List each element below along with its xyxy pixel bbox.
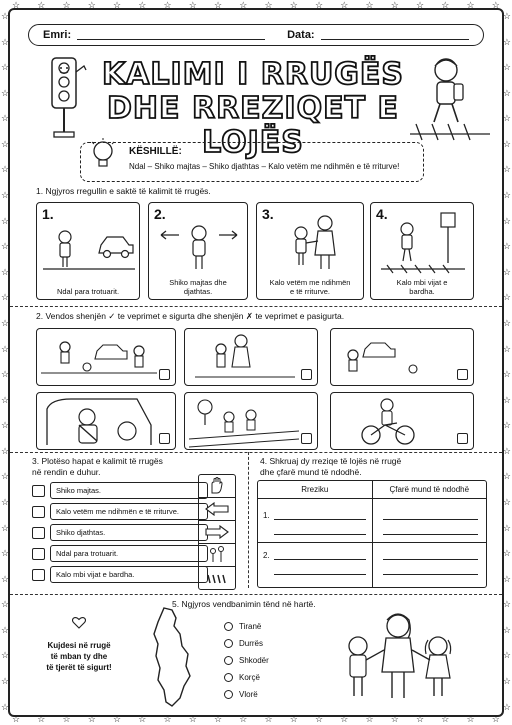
- q3-prompt: [32, 456, 163, 478]
- arrow-left-icon: [199, 498, 235, 521]
- consequence-cell[interactable]: [373, 543, 487, 587]
- q3-prompt-line-2: në rendin e duhur.: [32, 467, 101, 477]
- city-label: Vlorë: [239, 690, 258, 699]
- q1-prompt: 1. Ngjyros rregullin e saktë të kalimit të rrugës.: [36, 186, 211, 196]
- panel-caption: Kalo mbi vijat e bardha.: [396, 278, 448, 296]
- q3-icon-column: [198, 474, 236, 590]
- city-option-tirane[interactable]: [224, 622, 261, 631]
- order-box[interactable]: [32, 548, 45, 560]
- star-border-bottom: ☆ ☆ ☆ ☆ ☆ ☆ ☆ ☆ ☆ ☆ ☆ ☆ ☆ ☆ ☆ ☆ ☆ ☆ ☆ ☆: [12, 714, 500, 724]
- answer-checkbox[interactable]: [159, 369, 170, 380]
- q1-panel-4[interactable]: [370, 202, 474, 300]
- q5-prompt: 5. Ngjyros vendbanimin tënd në hartë.: [172, 599, 316, 609]
- order-box[interactable]: [32, 569, 45, 581]
- city-label: Shkodër: [239, 656, 269, 665]
- city-label: Korçë: [239, 673, 260, 682]
- panel-number: 2.: [154, 206, 166, 222]
- row-number: 2.: [263, 551, 270, 560]
- city-option-durres[interactable]: [224, 639, 263, 648]
- radio-circle[interactable]: [224, 622, 233, 631]
- radio-circle[interactable]: [224, 639, 233, 648]
- answer-checkbox[interactable]: [457, 433, 468, 444]
- stop-hand-icon: [199, 475, 235, 498]
- q2-scene-chasing-ball[interactable]: [330, 328, 474, 386]
- answer-checkbox[interactable]: [457, 369, 468, 380]
- tip-box: [80, 142, 424, 182]
- answer-checkbox[interactable]: [301, 433, 312, 444]
- traffic-light-illustration: [40, 54, 90, 140]
- column-divider: [248, 452, 249, 588]
- city-option-korce[interactable]: [224, 673, 260, 682]
- panel-number: 4.: [376, 206, 388, 222]
- child-looking-both-ways-illustration: [153, 215, 245, 273]
- albania-map-outline[interactable]: [146, 606, 194, 710]
- q2-scene-holding-hands[interactable]: [184, 328, 318, 386]
- date-field[interactable]: [321, 30, 469, 40]
- city-label: Durrës: [239, 639, 264, 648]
- panel-caption: Shiko majtas dhe djathtas.: [169, 278, 227, 296]
- col-header-consequence: Çfarë mund të ndodhë: [389, 485, 470, 494]
- step-label: Kalo vetëm me ndihmën e të rriturve.: [50, 503, 208, 520]
- child-on-crosswalk-illustration: [377, 209, 469, 277]
- star-border-right: ☆ ☆ ☆ ☆ ☆ ☆ ☆ ☆ ☆ ☆ ☆ ☆ ☆ ☆ ☆ ☆ ☆ ☆ ☆ ☆ ☆ ☆ ☆ ☆ ☆ ☆ ☆ ☆: [502, 11, 511, 712]
- q3-step-3[interactable]: [32, 524, 208, 541]
- child-with-adult-illustration: [265, 211, 357, 277]
- q2-scene-seatbelt[interactable]: [36, 392, 176, 450]
- q4-prompt: [260, 456, 401, 478]
- child-in-car-seatbelt-illustration: [41, 395, 157, 449]
- order-box[interactable]: [32, 485, 45, 497]
- q2-prompt: 2. Vendos shenjën ✓ te veprimet e sigurta dhe shenjën ✗ te veprimet e pasigurta.: [36, 311, 345, 321]
- hazard-cell[interactable]: [258, 543, 373, 587]
- col-header-hazard: Rreziku: [258, 481, 373, 498]
- radio-circle[interactable]: [224, 673, 233, 682]
- radio-circle[interactable]: [224, 656, 233, 665]
- date-label: Data:: [287, 29, 315, 41]
- q3-step-5[interactable]: [32, 566, 208, 583]
- table-row: [258, 499, 486, 543]
- city-label: Tiranë: [239, 622, 262, 631]
- safety-slogan: [28, 640, 130, 673]
- radio-circle[interactable]: [224, 690, 233, 699]
- q4-prompt-line-2: dhe çfarë mund të ndodhë.: [260, 467, 362, 477]
- table-header: [258, 481, 486, 499]
- panel-number: 1.: [42, 206, 54, 222]
- arrow-right-icon: [199, 521, 235, 544]
- panel-caption: Ndal para trotuarit.: [56, 287, 120, 296]
- title-line-2: DHE RREZIQET E LOJËS: [107, 91, 399, 160]
- name-label: Emri:: [43, 29, 72, 41]
- tip-text: Ndal – Shiko majtas – Shiko djathtas – Kalo vetëm me ndihmën e të rriturve!: [129, 162, 400, 171]
- q2-scene-ball-near-car[interactable]: [36, 328, 176, 386]
- adult-child-icon: [199, 544, 235, 567]
- name-date-bar: [28, 24, 484, 46]
- boy-crossing-illustration: [410, 52, 490, 142]
- step-label: Kalo mbi vijat e bardha.: [50, 566, 208, 583]
- step-label: Shiko djathtas.: [50, 524, 208, 541]
- city-option-shkoder[interactable]: [224, 656, 269, 665]
- table-row: [258, 543, 486, 587]
- section-divider: [10, 452, 502, 453]
- star-border-top: ☆ ☆ ☆ ☆ ☆ ☆ ☆ ☆ ☆ ☆ ☆ ☆ ☆ ☆ ☆ ☆ ☆ ☆ ☆ ☆: [12, 0, 500, 10]
- panel-caption: Kalo vetëm me ndihmën e të rriturve.: [269, 278, 351, 296]
- step-label: Ndal para trotuarit.: [50, 545, 208, 562]
- q3-step-2[interactable]: [32, 503, 208, 520]
- child-on-bicycle-illustration: [345, 395, 445, 449]
- answer-checkbox[interactable]: [301, 369, 312, 380]
- step-label: Shiko majtas.: [50, 482, 208, 499]
- title-line-1: KALIMI I RRUGËS: [101, 57, 405, 92]
- section-divider: [10, 594, 502, 595]
- star-border-left: ☆ ☆ ☆ ☆ ☆ ☆ ☆ ☆ ☆ ☆ ☆ ☆ ☆ ☆ ☆ ☆ ☆ ☆ ☆ ☆ ☆ ☆ ☆ ☆ ☆ ☆ ☆ ☆: [1, 11, 10, 712]
- slogan-line-2: të mban ty dhe: [50, 652, 108, 661]
- consequence-cell[interactable]: [373, 499, 487, 542]
- panel-number: 3.: [262, 206, 274, 222]
- city-option-vlore[interactable]: [224, 690, 258, 699]
- section-divider: [10, 306, 502, 307]
- q3-step-4[interactable]: [32, 545, 208, 562]
- slogan-line-3: të tjerët të sigurt!: [46, 663, 112, 672]
- children-playing-road-illustration: [189, 395, 299, 449]
- order-box[interactable]: [32, 527, 45, 539]
- tip-heading: KËSHILLË:: [129, 146, 182, 157]
- hazard-cell[interactable]: [258, 499, 373, 542]
- q2-scene-playing-near-road[interactable]: [184, 392, 318, 450]
- slogan-line-1: Kujdesi në rrugë: [47, 641, 111, 650]
- name-field[interactable]: [77, 30, 265, 40]
- q4-prompt-line-1: 4. Shkruaj dy rreziqe të lojës në rrugë: [260, 456, 402, 466]
- heart-icon: [72, 617, 86, 629]
- order-box[interactable]: [32, 506, 45, 518]
- family-illustration: [336, 610, 466, 706]
- q2-scene-bicycle-helmet[interactable]: [330, 392, 474, 450]
- crosswalk-icon: [199, 567, 235, 590]
- q3-step-1[interactable]: [32, 482, 208, 499]
- row-number: 1.: [263, 511, 270, 520]
- q1-panel-2[interactable]: [148, 202, 248, 300]
- q3-prompt-line-1: 3. Plotëso hapat e kalimit të rrugës: [32, 456, 163, 466]
- child-chasing-ball-illustration: [335, 333, 455, 383]
- child-at-curb-illustration: [43, 219, 135, 281]
- q1-panel-1[interactable]: [36, 202, 140, 300]
- child-adult-sidewalk-illustration: [195, 331, 295, 385]
- q1-panel-3[interactable]: [256, 202, 364, 300]
- q4-hazard-table: [257, 480, 487, 588]
- answer-checkbox[interactable]: [159, 433, 170, 444]
- children-ball-car-illustration: [41, 333, 157, 383]
